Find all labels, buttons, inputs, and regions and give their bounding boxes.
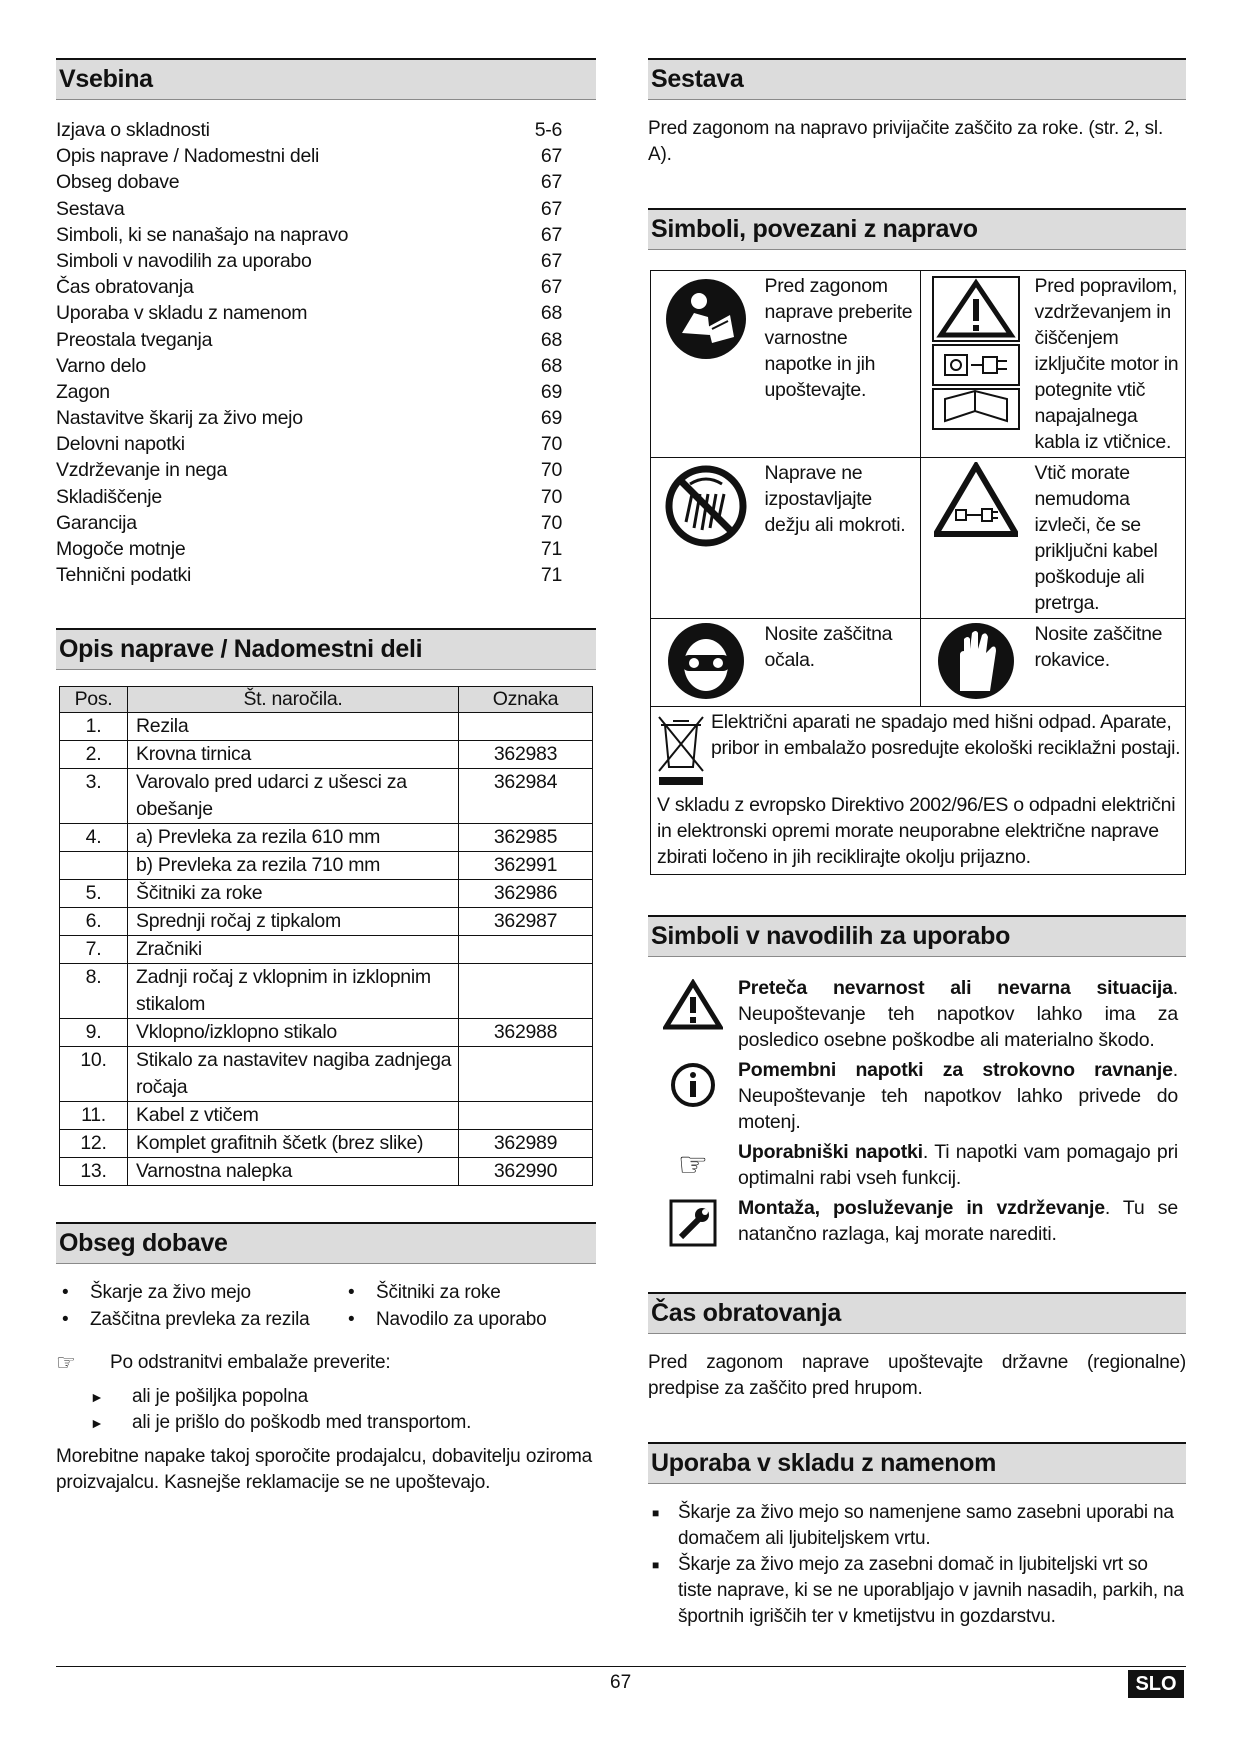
device-symbols-table xyxy=(650,270,1186,875)
toc-item-page: 70 xyxy=(540,433,562,456)
parts-desc-cell: Zadnji ročaj z vklopnim in izklopnim stikalom xyxy=(128,964,459,1019)
parts-code-cell: 362989 xyxy=(459,1130,593,1158)
table-row xyxy=(60,713,593,741)
toc-item-page: 71 xyxy=(540,564,562,587)
parts-code-cell: 362988 xyxy=(459,1019,593,1047)
toc-item-page: 67 xyxy=(540,276,562,299)
parts-desc-cell: Ščitniki za roke xyxy=(128,880,459,908)
table-row xyxy=(60,1130,593,1158)
manual-symbol-text: Uporabniški napotki. Ti napotki vam pomagajo pri optimalni rabi vseh funkcij. xyxy=(738,1141,1178,1189)
parts-desc-cell: Zračniki xyxy=(128,936,459,964)
list-item: ► ali je pošiljka popolna xyxy=(56,1384,596,1410)
parts-code-cell xyxy=(459,936,593,964)
toc-item-page: 5-6 xyxy=(534,119,562,141)
parts-header-order: Št. naročila. xyxy=(128,687,459,713)
toc-item xyxy=(56,353,596,379)
toc-item xyxy=(56,300,596,326)
intended-use-heading: Uporaba v skladu z namenom xyxy=(648,1442,1186,1484)
toc-item xyxy=(56,562,596,588)
manual-symbol-text: Montaža, posluževanje in vzdrževanje. Tu se natančno razlaga, kaj morate narediti. xyxy=(738,1197,1178,1245)
parts-pos-cell: 12. xyxy=(60,1130,128,1158)
list-item: ■ Škarje za živo mejo so namenjene samo zasebni uporabi na domačem ali ljubiteljskem vrtu. xyxy=(652,1502,1174,1549)
toc-item-label: Simboli v navodilih za uporabo xyxy=(56,249,312,272)
list-item xyxy=(648,1057,1186,1135)
toc-item-page: 67 xyxy=(540,145,562,168)
table-row xyxy=(60,1047,593,1102)
intended-use-list xyxy=(648,1500,1186,1630)
toc-item xyxy=(56,143,596,169)
weee-cell xyxy=(651,707,1186,875)
parts-pos-cell: 8. xyxy=(60,964,128,1019)
toc-item-page: 68 xyxy=(540,354,562,377)
toc-item-page: 69 xyxy=(540,407,562,430)
toc-item xyxy=(56,196,596,222)
list-item xyxy=(648,1195,1186,1252)
table-row xyxy=(60,852,593,880)
parts-pos-cell: 6. xyxy=(60,908,128,936)
info-icon xyxy=(648,1057,738,1135)
parts-pos-cell: 11. xyxy=(60,1102,128,1130)
toc-item xyxy=(56,431,596,457)
toc-item-label: Garancija xyxy=(56,511,137,534)
toc-item xyxy=(56,117,596,143)
damaged-cable-warning-icon xyxy=(921,458,1031,619)
toc-item-label: Mogoče motnje xyxy=(56,538,186,560)
toc-item-label: Zagon xyxy=(56,380,110,403)
toc-item-label: Uporaba v skladu z namenom xyxy=(56,302,308,325)
safety-goggles-icon xyxy=(651,619,761,707)
parts-desc-cell: Rezila xyxy=(128,713,459,741)
toc-item xyxy=(56,222,596,248)
parts-pos-cell: 7. xyxy=(60,936,128,964)
left-column xyxy=(56,58,596,1496)
footer-divider xyxy=(56,1666,1186,1667)
parts-code-cell: 362985 xyxy=(459,824,593,852)
parts-code-cell: 362990 xyxy=(459,1158,593,1186)
right-column xyxy=(648,58,1186,1630)
toc-item-page: 70 xyxy=(540,511,562,534)
check-note: ☞ Po odstranitvi embalaže preverite: xyxy=(56,1350,391,1376)
parts-code-cell xyxy=(459,1102,593,1130)
toc-item-label: Vzdrževanje in nega xyxy=(56,459,227,482)
toc-item xyxy=(56,510,596,536)
parts-desc-cell: a) Prevleka za rezila 610 mm xyxy=(128,824,459,852)
symbol-text-rain: Naprave ne izpostavljajte dežju ali mokroti. xyxy=(761,458,921,619)
device-symbols-heading: Simboli, povezani z napravo xyxy=(648,208,1186,250)
parts-table xyxy=(59,686,593,1186)
toc-item-label: Sestava xyxy=(56,197,125,220)
arrow-bullet-icon: ► xyxy=(90,1415,104,1432)
parts-desc-cell: Varnostna nalepka xyxy=(128,1158,459,1186)
read-manual-icon xyxy=(651,271,761,458)
symbol-text-cable: Vtič morate nemudoma izvleči, če se priključni kabel poškoduje ali pretrga. xyxy=(1031,458,1186,619)
toc-item xyxy=(56,405,596,431)
toc-item-label: Varno delo xyxy=(56,354,146,377)
parts-desc-cell: b) Prevleka za rezila 710 mm xyxy=(128,852,459,880)
toc-list xyxy=(56,117,596,588)
parts-code-cell: 362987 xyxy=(459,908,593,936)
toc-item-page: 68 xyxy=(540,302,562,325)
manual-symbol-text: Pomembni napotki za strokovno ravnanje. Neupoštevanje teh napotkov lahko privede do motenj. xyxy=(738,1059,1178,1133)
operating-time-heading: Čas obratovanja xyxy=(648,1292,1186,1334)
toc-item-page: 67 xyxy=(540,197,562,220)
weee-directive: V skladu z evropsko Direktivo 2002/96/ES o odpadni električni in elektronski opremi morate neuporabne električne naprave zbirati ločeno in jih reciklirajte okolju prijazno. xyxy=(657,794,1176,868)
list-item xyxy=(648,975,1186,1053)
assembly-text: Pred zagonom na napravo privijačite zaščito za roke. (str. 2, sl. A). xyxy=(648,118,1164,165)
parts-pos-cell: 2. xyxy=(60,741,128,769)
manual-symbols-list xyxy=(648,975,1186,1252)
check-list xyxy=(56,1384,596,1436)
list-item: • Navodilo za uporabo xyxy=(348,1309,547,1331)
toc-item-page: 70 xyxy=(540,459,562,482)
parts-code-cell xyxy=(459,713,593,741)
toc-item xyxy=(56,248,596,274)
symbol-text-read: Pred zagonom naprave preberite varnostne napotke in jih upoštevajte. xyxy=(761,271,921,458)
toc-item-page: 67 xyxy=(540,249,562,272)
weee-bin-icon xyxy=(651,709,711,792)
toc-item xyxy=(56,274,596,300)
parts-code-cell: 362983 xyxy=(459,741,593,769)
table-row xyxy=(60,936,593,964)
table-row xyxy=(60,1102,593,1130)
table-row xyxy=(60,1019,593,1047)
parts-pos-cell: 3. xyxy=(60,769,128,824)
table-row xyxy=(60,880,593,908)
delivery-heading: Obseg dobave xyxy=(56,1222,596,1264)
parts-pos-cell: 5. xyxy=(60,880,128,908)
parts-desc-cell: Varovalo pred udarci z ušesci za obešanje xyxy=(128,769,459,824)
weee-text: Električni aparati ne spadajo med hišni odpad. Aparate, pribor in embalažo posredujte ekološki reciklažni postaji. xyxy=(711,711,1181,759)
delivery-list xyxy=(56,1280,596,1334)
parts-pos-cell: 10. xyxy=(60,1047,128,1102)
manual-symbols-heading: Simboli v navodilih za uporabo xyxy=(648,915,1186,957)
page-number: 67 xyxy=(610,1672,632,1693)
parts-code-cell xyxy=(459,964,593,1019)
parts-heading: Opis naprave / Nadomestni deli xyxy=(56,628,596,670)
toc-item-label: Delovni napotki xyxy=(56,433,185,456)
toc-item xyxy=(56,169,596,195)
delivery-col-1 xyxy=(56,1280,342,1334)
table-row xyxy=(60,824,593,852)
list-item: • Ščitniki za roke xyxy=(348,1282,501,1304)
parts-desc-cell: Stikalo za nastavitev nagiba zadnjega ročaja xyxy=(128,1047,459,1102)
parts-desc-cell: Kabel z vtičem xyxy=(128,1102,459,1130)
parts-pos-cell: 13. xyxy=(60,1158,128,1186)
delivery-note: Morebitne napake takoj sporočite prodajalcu, dobavitelju oziroma proizvajalcu. Kasnejše reklamacije se ne upoštevajo. xyxy=(56,1446,592,1494)
table-row xyxy=(60,741,593,769)
symbol-text-gloves: Nosite zaščitne rokavice. xyxy=(1031,619,1186,707)
toc-item xyxy=(56,536,596,562)
toc-heading: Vsebina xyxy=(56,58,596,100)
parts-desc-cell: Krovna tirnica xyxy=(128,741,459,769)
toc-item-page: 69 xyxy=(540,380,562,403)
operating-time-text: Pred zagonom naprave upoštevajte državne (regionalne) predpise za zaščito pred hrupom. xyxy=(648,1352,1186,1399)
list-item xyxy=(648,1139,1186,1191)
toc-item-label: Izjava o skladnosti xyxy=(56,119,210,141)
unplug-maintenance-icon xyxy=(921,271,1031,458)
toc-item-page: 71 xyxy=(540,538,562,560)
wrench-icon xyxy=(648,1195,738,1252)
toc-item-label: Nastavitve škarij za živo mejo xyxy=(56,407,303,430)
toc-item xyxy=(56,484,596,510)
delivery-col-2 xyxy=(342,1280,546,1334)
parts-pos-cell: 4. xyxy=(60,824,128,852)
parts-code-cell: 362984 xyxy=(459,769,593,824)
toc-item-label: Čas obratovanja xyxy=(56,276,194,299)
table-row xyxy=(60,1158,593,1186)
toc-item-label: Skladiščenje xyxy=(56,485,162,508)
language-badge: SLO xyxy=(1128,1670,1184,1698)
parts-desc-cell: Vklopno/izklopno stikalo xyxy=(128,1019,459,1047)
pointing-hand-icon: ☞ xyxy=(56,1350,76,1376)
parts-header-pos: Pos. xyxy=(60,687,128,713)
parts-pos-cell: 1. xyxy=(60,713,128,741)
table-row xyxy=(60,769,593,824)
list-item: ■ Škarje za živo mejo za zasebni domač in ljubiteljski vrt so tiste naprave, ki se ne uporabljajo v javnih nasadih, parkih, na športnih igriščih ter v kmetijstvu in gozdarstvu. xyxy=(652,1554,1184,1627)
list-item: ► ali je prišlo do poškodb med transportom. xyxy=(56,1410,596,1436)
assembly-heading: Sestava xyxy=(648,58,1186,100)
list-item: • Škarje za živo mejo xyxy=(62,1282,251,1304)
list-item: • Zaščitna prevleka za rezila xyxy=(62,1309,310,1331)
protective-gloves-icon xyxy=(921,619,1031,707)
parts-desc-cell: Sprednji ročaj z tipkalom xyxy=(128,908,459,936)
toc-item-page: 68 xyxy=(540,328,562,351)
arrow-bullet-icon: ► xyxy=(90,1389,104,1406)
symbol-text-unplug: Pred popravilom, vzdrževanjem in čiščenjem izključite motor in potegnite vtič napajalnega kabla iz vtičnice. xyxy=(1031,271,1186,458)
toc-item-page: 67 xyxy=(540,171,562,194)
toc-item-label: Tehnični podatki xyxy=(56,564,192,587)
parts-header-label: Oznaka xyxy=(459,687,593,713)
parts-code-cell xyxy=(459,1047,593,1102)
symbol-text-goggles: Nosite zaščitna očala. xyxy=(761,619,921,707)
toc-item xyxy=(56,457,596,483)
toc-item-label: Simboli, ki se nanašajo na napravo xyxy=(56,223,349,246)
no-rain-icon xyxy=(651,458,761,619)
parts-desc-cell: Komplet grafitnih ščetk (brez slike) xyxy=(128,1130,459,1158)
parts-pos-cell: 9. xyxy=(60,1019,128,1047)
parts-code-cell: 362991 xyxy=(459,852,593,880)
table-row xyxy=(60,964,593,1019)
parts-code-cell: 362986 xyxy=(459,880,593,908)
toc-item-page: 67 xyxy=(540,223,562,246)
toc-item-label: Opis naprave / Nadomestni deli xyxy=(56,145,320,168)
table-row xyxy=(60,908,593,936)
toc-item xyxy=(56,379,596,405)
toc-item-label: Preostala tveganja xyxy=(56,328,213,351)
toc-item xyxy=(56,327,596,353)
toc-item-label: Obseg dobave xyxy=(56,171,180,194)
parts-pos-cell xyxy=(60,852,128,880)
manual-symbol-text: Preteča nevarnost ali nevarna situacija. Neupoštevanje teh napotkov lahko ima za posledico osebne poškodbe ali materialno škodo. xyxy=(738,977,1178,1051)
pointing-hand-icon: ☞ xyxy=(677,1146,709,1184)
toc-item-page: 70 xyxy=(540,485,562,508)
danger-warning-icon xyxy=(648,975,738,1053)
